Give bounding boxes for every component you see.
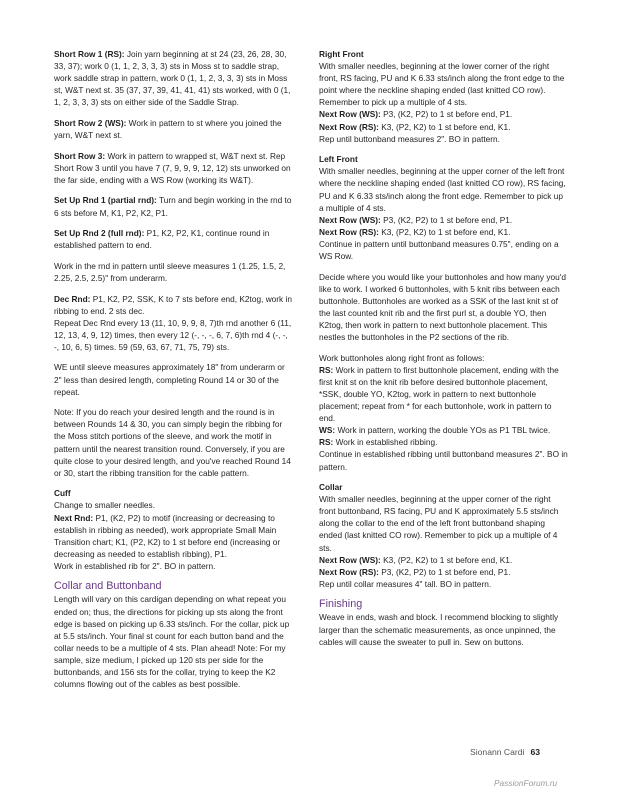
short-row-3-text: Work in pattern to wrapped st, W&T next st. Rep Short Row 3 until you have 7 (7, 9, 9, 9, 12, 12) sts unworked on the far side, ending with a WS Row (working its W&T). (54, 150, 291, 185)
we-until (54, 361, 294, 397)
short-row-1-label: Short Row 1 (RS): (54, 49, 125, 59)
set-up-rnd-1 (54, 194, 294, 218)
decide-buttonholes (319, 271, 569, 344)
cuff-line1: Change to smaller needles. (54, 500, 156, 511)
buttonholes-intro: Work buttonholes along right front as follows: (319, 352, 485, 363)
left-front-rs-label: Next Row (RS): (319, 226, 379, 237)
cuff-next-rnd-label: Next Rnd: (54, 512, 94, 523)
set-up-2-text: P1, K2, P2, K1, continue round in established pattern to end. (54, 228, 270, 251)
short-row-2-label: Short Row 2 (WS): (54, 117, 127, 128)
collar-rep: Rep until collar measures 4" tall. BO in pattern. (319, 578, 492, 589)
watermark: PassionForum.ru (494, 778, 558, 788)
buttonholes-ws-label: WS: (319, 425, 336, 436)
dec-rnd (54, 293, 294, 353)
right-front-ws-text: P3, (K2, P2) to 1 st before end, P1. (383, 109, 513, 120)
we-until-text: WE until sleeve measures approximately 18" from underarm or 2" less than desired length, completing Round 14 or 30 of the repeat. (54, 362, 285, 397)
finishing-heading: Finishing (319, 598, 363, 611)
cuff-heading: Cuff (54, 488, 71, 499)
dec-rnd-text: P1, K2, P2, SSK, K to 7 sts before end, K2tog, work in ribbing to end. 2 sts dec. (54, 293, 292, 316)
cuff-section (54, 487, 294, 572)
left-column (54, 48, 294, 699)
right-front-section (319, 48, 569, 145)
short-row-1 (54, 48, 294, 108)
short-row-1-text: Join yarn beginning at st 24 (23, 26, 28, 30, 33, 37); work 0 (1, 1, 2, 3, 3, 3) sts in Moss st to saddle strap, work saddle strap in pattern, work 0 (1, 1, 2, 3, 3, 3) sts in Moss st, W&T next st. 35 (37, 37, 39, 41, 41, 41) sts worked, with 0 (1, 1, 2, 3, 3, 3) sts on either side of the Saddle Strap. (54, 49, 291, 108)
finishing-section (319, 598, 569, 647)
buttonholes-rs2-label: RS: (319, 437, 334, 448)
set-up-1-label: Set Up Rnd 1 (partial rnd): (54, 195, 157, 206)
sleeve-work (54, 260, 294, 284)
right-front-heading: Right Front (319, 49, 364, 59)
left-front-ws-label: Next Row (WS): (319, 214, 381, 225)
collar-rs-label: Next Row (RS): (319, 566, 379, 577)
collar-text: With smaller needles, beginning at the upper corner of the right front buttonband, RS facing, PU and K approximately 5.5 sts/inch along the collar to the end of the left front buttonband shaping ended (last knitted CO row). Remember to pick up a multiple of 4 sts. (319, 494, 559, 553)
right-column (319, 48, 569, 656)
short-row-2 (54, 117, 294, 141)
decide-text: Decide where you would like your buttonholes and how many you'd like to work. I worked 6 buttonholes, with 5 knit ribs between each buttonhole. Buttonholes are worked as a SSK of the last knit st of the last counted knit rib and the first purl st, a double YO, then K2tog, then work in pattern to next buttonhole placement. This nestles the buttonholes in the P2 sections of the rib. (319, 271, 566, 343)
dec-rnd-label: Dec Rnd: (54, 293, 91, 304)
set-up-1-text: Turn and begin working in the rnd to 6 sts before M, K1, P2, K2, P1. (54, 195, 292, 218)
collar-section (319, 481, 569, 590)
set-up-2-label: Set Up Rnd 2 (full rnd): (54, 228, 145, 239)
note (54, 406, 294, 479)
short-row-3-label: Short Row 3: (54, 150, 106, 161)
set-up-rnd-2 (54, 227, 294, 251)
left-front-heading: Left Front (319, 154, 358, 165)
footer-title: Sionann Cardi (470, 747, 525, 757)
right-front-rep: Rep until buttonband measures 2". BO in pattern. (319, 133, 500, 144)
buttonholes-rs1-label: RS: (319, 364, 334, 375)
repeat-dec-text: Repeat Dec Rnd every 13 (11, 10, 9, 9, 8, 7)th rnd another 6 (11, 12, 13, 4, 9, 12) times, then every 12 (-, -, -, 6, 7, 6)th rnd 4 (-, -, -, 10, 6, 5) times. 59 (59, 63, 67, 71, 75, 79) sts. (54, 317, 292, 352)
cuff-next-rnd-text: P1, (K2, P2) to motif (increasing or decreasing to establish in ribbing as needed), work appropriate Small Main Transition chart; K1, (P2, K2) to 1 st before end (increasing or decreasing as needed to establish ribbing), P1. (54, 512, 281, 559)
buttonholes-cont: Continue in established ribbing until buttonband measures 2". BO in pattern. (319, 449, 568, 472)
short-row-3 (54, 150, 294, 186)
left-front-text: With smaller needles, beginning at the upper corner of the left front where the neckline shaping ended (last knitted CO row), RS facing, PU and K 6.33 sts/inch along the front edge. Remember to pick up a multiple of 4 sts. (319, 166, 566, 213)
buttonholes-ws-text: Work in pattern, working the double YOs as P1 TBL twice. (337, 425, 551, 436)
collar-buttonband-heading: Collar and Buttonband (54, 580, 162, 593)
cuff-line3: Work in established rib for 2". BO in pattern. (54, 560, 216, 571)
collar-ws-label: Next Row (WS): (319, 554, 381, 565)
sleeve-work-text: Work in the rnd in pattern until sleeve measures 1 (1.25, 1.5, 2, 2.25, 2.5, 2.5)" from underarm. (54, 260, 286, 283)
left-front-ws-text: P3, (K2, P2) to 1 st before end, P1. (383, 214, 513, 225)
buttonholes-rs2-text: Work in established ribbing. (335, 437, 438, 448)
collar-buttonband-section (54, 580, 294, 690)
left-front-rs-text: K3, (P2, K2) to 1 st before end, K1. (381, 226, 511, 237)
right-front-text: With smaller needles, beginning at the lower corner of the right front, RS facing, PU and K 6.33 sts/inch along the front edge to the point where the neckline shaping ended (last knitted CO row). Remember to pick up a multiple of 4 sts. (319, 61, 565, 108)
collar-heading: Collar (319, 482, 343, 493)
right-front-rs-text: K3, (P2, K2) to 1 st before end, K1. (381, 121, 511, 132)
left-front-cont: Continue in pattern until buttonband measures 0.75", ending on a WS Row. (319, 238, 559, 261)
short-row-2-text: Work in pattern to st where you joined the yarn, W&T next st. (54, 117, 282, 141)
page-number: 63 (530, 747, 541, 757)
collar-ws-text: K3, (P2, K2) to 1 st before end, K1. (383, 554, 513, 565)
right-front-ws-label: Next Row (WS): (319, 109, 381, 120)
finishing-text: Weave in ends, wash and block. I recommend blocking to slightly larger than the schematic measurements, as once unpinned, the cables will cause the sweater to pull in. Sew on buttons. (319, 612, 559, 647)
left-front-section (319, 153, 569, 262)
note-text: Note: If you do reach your desired length and the round is in between Rounds 14 & 30, you can simply begin the ribbing for the Moss stitch portions of the sleeve, and work the motif in pattern until the nearest transition round. Conversely, if you are quite close to your desired length, and you've reached Round 14 or 30, start the ribbing transition for the cable pattern. (54, 407, 291, 478)
collar-rs-text: P3, (K2, P2) to 1 st before end, P1. (381, 566, 511, 577)
collar-buttonband-text: Length will vary on this cardigan depending on what repeat you ended on; thus, the directions for picking up sts along the front edge is based on picking up 6.33 sts/inch. For the collar, pick up at 5.5 sts/inch. Your final st count for each button band and the collar needs to be a multiple of 4 sts. Plan ahead! Note: For my sample, size medium, I picked up 120 sts per side for the buttonbands, and 156 sts for the collar, trying to keep the K2 columns flowing out of the cables as best possible. (54, 594, 290, 690)
page-footer (470, 747, 540, 757)
work-buttonholes (319, 352, 569, 473)
right-front-rs-label: Next Row (RS): (319, 121, 379, 132)
buttonholes-rs1-text: Work in pattern to first buttonhole placement, ending with the first knit st on the knit rib before desired buttonhole placement, *SSK, double YO, K2tog, work in pattern to next buttonhole placement; repeat from * for each buttonhole, work in pattern to end. (319, 364, 559, 424)
